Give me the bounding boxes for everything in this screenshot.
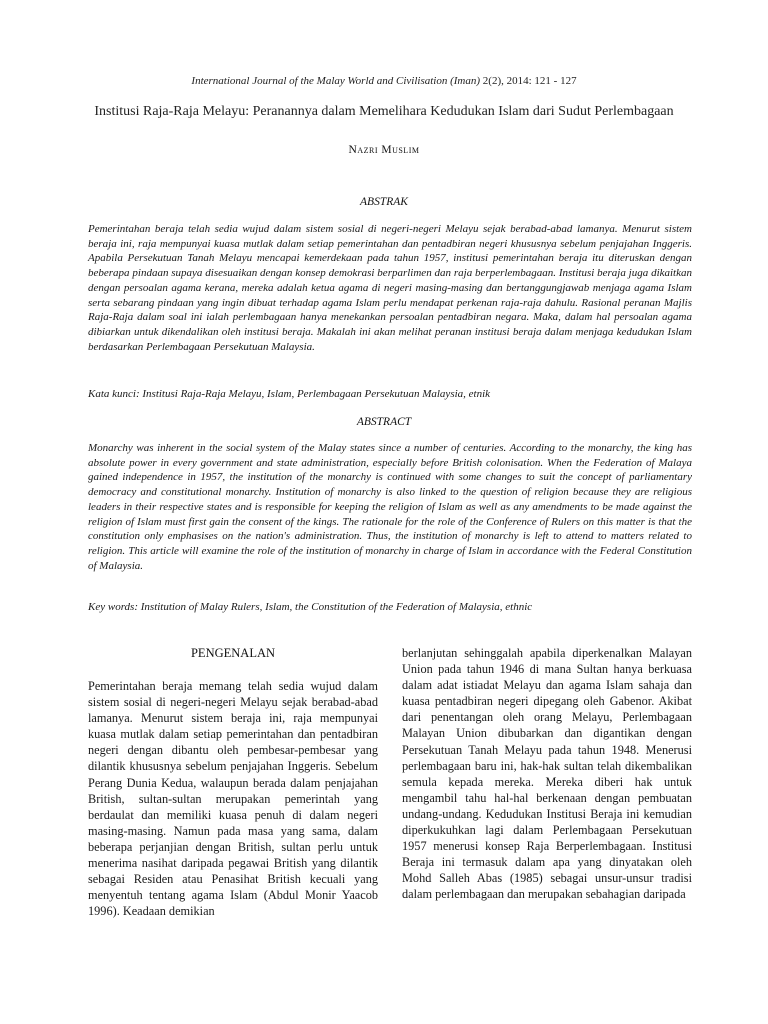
abstract-keywords: Key words: Institution of Malay Rulers, Islam, the Constitution of the Federation of Malaysia, ethnic — [88, 601, 533, 613]
author-name: Nazri Muslim — [348, 144, 420, 156]
journal-issue: 2(2), 2014: 121 - 127 — [482, 75, 577, 87]
body-right-column: berlanjutan sehinggalah apabila diperkenalkan Malayan Union pada tahun 1946 di mana Sultan hanya berkuasa dalam adat istiadat Melayu dan agama Islam sahaja dan kuasa pentadbiran negeri dipegang oleh Gabenor. Akibat dari penentangan oleh orang Melayu, Perlembagaan Malayan Union dibubarkan dan digantikan dengan Persekutuan Tanah Melayu pada tahun 1948. Menerusi perlembagaan baru ini, hak-hak sultan telah dikembalikan semula kepada mereka. Mereka diberi hak untuk mengambil tahu hal-hal berkenaan dengan pembuatan undang-undang. Kedudukan Institusi Beraja ini kemudian diperkukuhkan lagi dalam Perlembagaan Persekutuan 1957 menerusi konsep Raja Berperlembagaan. Institusi Beraja ini termasuk dalam apa yang dinyatakan oleh Mohd Salleh Abas (1985) sebagai unsur-unsur tradisi dalam perlembagaan dan merupakan sebahagian daripada — [402, 646, 692, 902]
abstrak-keywords: Kata kunci: Institusi Raja-Raja Melayu, Islam, Perlembagaan Persekutuan Malaysia, etnik — [88, 388, 491, 400]
journal-header — [0, 75, 768, 87]
journal-name: International Journal of the Malay World and Civilisation (Iman) — [191, 75, 481, 87]
paper-title: Institusi Raja-Raja Melayu: Peranannya dalam Memelihara Kedudukan Islam dari Sudut Perlembagaan — [94, 104, 674, 119]
abstract-body: Monarchy was inherent in the social system of the Malay states since a number of centuries. According to the monarchy, the king has absolute power in every government and state administration, especially before British colonisation. When the Federation of Malaya gained independence in 1957, the institution of the monarchy is continued with some changes to suit the concept of parliamentary democracy and constitutional monarchy. Institution of monarchy is also linked to the question of religion because they are religious leaders in their respective states and is responsible for keeping the religion of Islam as well as any amendments to be made against the religion of Islam must first gain the consent of the kings. The rationale for the role of the Conference of Rulers on this matter is that the constitution only emphasises on the nation's administration. Thus, the institution of monarchy is left to attend to matters related to religion. This article will examine the role of the institution of monarchy in charge of Islam in accordance with the Federal Constitution of Malaysia. — [88, 442, 692, 572]
abstrak-heading: ABSTRAK — [360, 196, 408, 208]
abstrak-body: Pemerintahan beraja telah sedia wujud dalam sistem sosial di negeri-negeri Melayu sejak berabad-abad lamanya. Menurut sistem beraja ini, raja mempunyai kuasa mutlak dalam setiap pemerintahan dan pentadbiran negeri khususnya sebelum penjajahan Inggeris. Apabila Persekutuan Tanah Melayu mencapai kemerdekaan pada tahun 1957, institusi pemerintahan beraja itu diteruskan dengan beberapa pindaan supaya disesuaikan dengan konsep demokrasi berparlimen dan raja berperlembagaan. Institusi beraja juga dikaitkan dengan persoalan agama kerana, mereka adalah ketua agama di negeri masing-masing dan bertanggungjawab menjaga agama Islam serta sebarang pindaan yang ingin dibuat terhadap agama Islam perlu mendapat perkenan raja-raja dahulu. Rasional peranan Majlis Raja-Raja dalam soal ini ialah perlembagaan hanya menekankan persoalan pentadbiran negara. Maka, dalam hal persoalan agama dibiarkan untuk dikendalikan oleh institusi beraja. Makalah ini akan melihat peranan institusi beraja dalam menjaga kedudukan Islam berdasarkan Perlembagaan Persekutuan Malaysia. — [88, 223, 692, 353]
abstract-heading: ABSTRACT — [356, 416, 412, 428]
section-heading-pengenalan: PENGENALAN — [190, 646, 276, 660]
body-left-column: Pemerintahan beraja memang telah sedia wujud dalam sistem sosial di negeri-negeri Melayu sejak berabad-abad lamanya. Menurut sistem beraja ini, raja mempunyai kuasa mutlak dalam setiap pemerintahan dan pentadbiran negeri dengan dibantu oleh pembesar-pembesar yang dilantik khususnya sebelum penjajahan Inggeris. Sebelum Perang Dunia Kedua, walaupun berada dalam penjajahan British, sultan-sultan merupakan pemerintah yang berdaulat dan memiliki kuasa penuh di dalam negeri masing-masing. Namun pada masa yang sama, dalam beberapa perjanjian dengan British, sultan perlu untuk menerima nasihat daripada pegawai British yang dilantik sebagai Residen atau Penasihat British kecuali yang menyentuh tentang agama Islam (Abdul Monir Yaacob 1996). Keadaan demikian — [88, 679, 378, 919]
